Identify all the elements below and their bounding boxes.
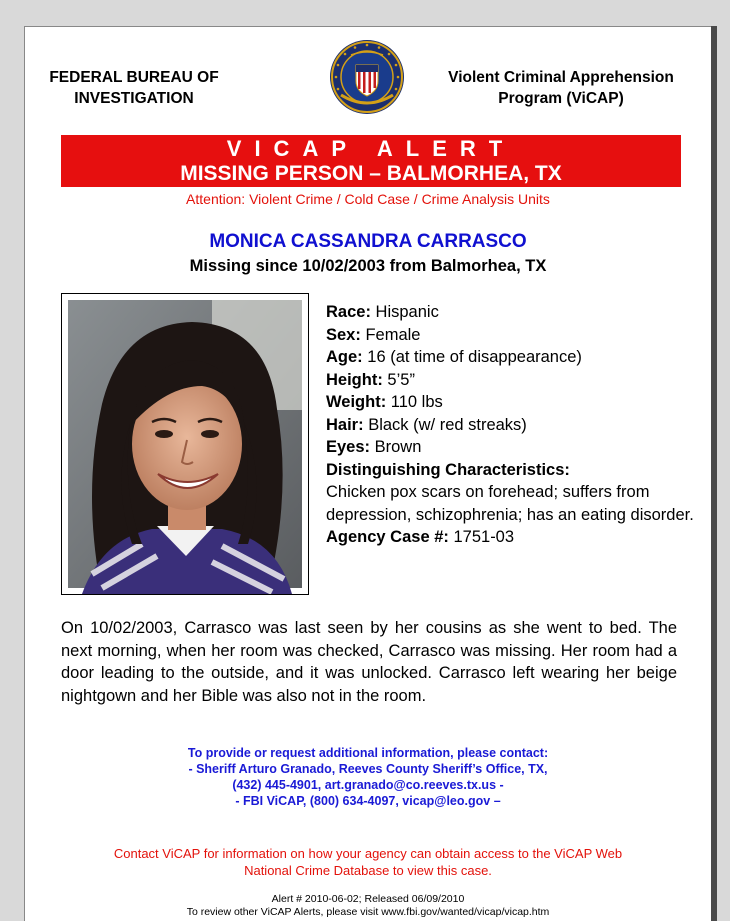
eyes-label: Eyes: [326,438,371,456]
agency-name-line2: INVESTIGATION [74,90,194,107]
height-row [326,369,696,392]
access-note [25,845,711,879]
access-line2: National Crime Database to view this case. [244,863,492,878]
alert-banner [61,135,681,187]
contact-line3: (432) 445-4901, art.granado@co.reeves.tx.us - [232,778,504,792]
missing-since: Missing since 10/02/2003 from Balmorhea, TX [189,257,547,275]
sex-value: Female [365,325,421,344]
program-name-line1: Violent Criminal Apprehension [448,69,674,86]
race-row [326,301,696,324]
age-label: Age: [326,348,363,366]
contact-line4: - FBI ViCAP, (800) 634-4097, vicap@leo.gov – [235,794,501,808]
eyes-value: Brown [374,438,422,456]
contact-info [25,745,711,809]
sex-label: Sex: [326,325,361,344]
case-narrative: On 10/02/2003, Carrasco was last seen by her cousins as she went to bed. The next morning, when her room was checked, Carrasco was missing. Her room had a door leading to the outside, and it was unlocked. Carrasco left wearing her beige nightgown and her Bible was also not in the room. [61,619,677,705]
case-label: Agency Case #: [326,528,449,546]
access-line1: Contact ViCAP for information on how your agency can obtain access to the ViCAP Web [113,846,623,861]
sex-row [326,324,696,347]
height-label: Height: [326,370,383,389]
hair-label: Hair: [326,415,364,434]
hair-row [326,414,696,437]
contact-line2: - Sheriff Arturo Granado, Reeves County Sheriff’s Office, TX, [188,762,548,776]
eyes-row [326,436,696,459]
race-label: Race: [326,303,371,321]
subject-photo [61,293,309,595]
race-value: Hispanic [375,303,439,321]
attention-line: Attention: Violent Crime / Cold Case / Crime Analysis Units [186,191,550,207]
alert-number: Alert # 2010-06-02; Released 06/09/2010 [271,893,465,905]
footer [25,893,711,919]
program-name [431,67,691,109]
subject-name: MONICA CASSANDRA CARRASCO [209,231,527,252]
subject-facts [326,301,696,549]
age-row [326,346,696,369]
weight-label: Weight: [326,393,387,411]
height-value: 5’5” [387,370,415,389]
alert-banner-subtitle: MISSING PERSON – BALMORHEA, TX [180,162,562,185]
distinguishing-value: Chicken pox scars on forehead; suffers from depression, schizophrenia; has an eating disorder. [326,483,694,524]
agency-name [39,67,229,109]
program-name-line2: Program (ViCAP) [498,90,624,107]
weight-value: 110 lbs [390,393,443,411]
distinguishing-label-text: Distinguishing Characteristics: [326,460,570,479]
hair-value: Black (w/ red streaks) [368,415,527,434]
alert-banner-title: VICAP ALERT [226,136,516,161]
case-value: 1751-03 [453,528,515,546]
fbi-seal-icon [329,39,405,115]
agency-name-line1: FEDERAL BUREAU OF [49,69,219,86]
weight-row [326,391,696,414]
age-value: 16 (at time of disappearance) [367,348,582,366]
distinguishing-label [326,459,696,482]
review-link-text: To review other ViCAP Alerts, please visit www.fbi.gov/wanted/vicap/vicap.htm [186,906,550,918]
case-row [326,526,696,549]
alert-page [24,26,711,921]
contact-line1: To provide or request additional information, please contact: [187,746,549,760]
